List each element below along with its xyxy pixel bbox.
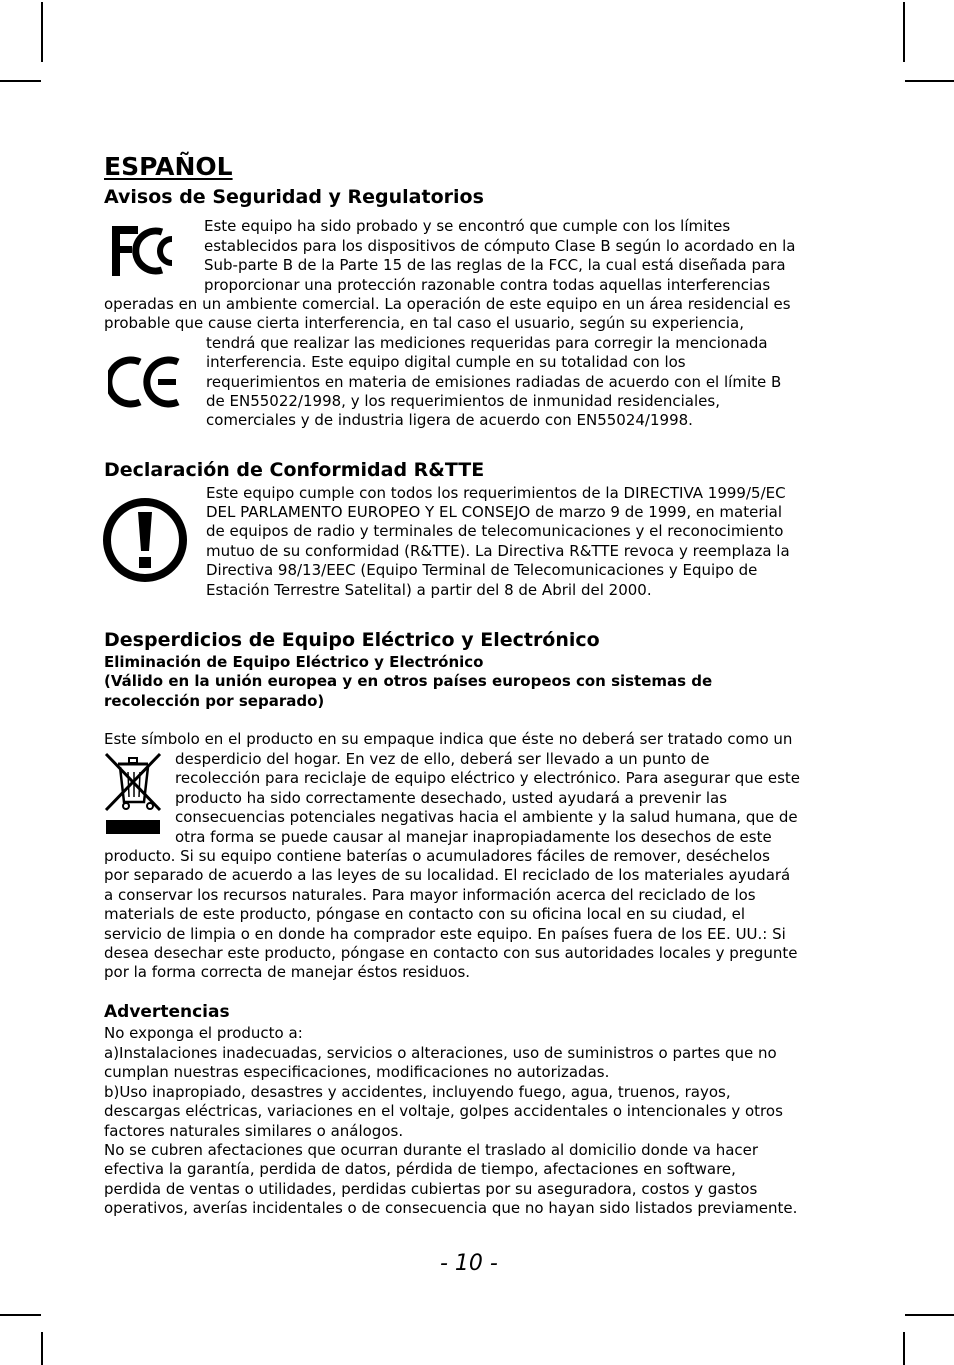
warnings-line: cumplan nuestras especificaciones, modificaciones no autorizadas.: [104, 1063, 610, 1081]
weee-line: materials de este producto, póngase en contacto con su oficina local en su ciudad, el: [104, 905, 746, 923]
warnings-line: No exponga el producto a:: [104, 1024, 303, 1042]
safety-line: establecidos para los dispositivos de cómputo Clase B según lo acordado en la: [204, 237, 796, 255]
safety-line: comerciales y de industria ligera de acuerdo con EN55024/1998.: [206, 411, 693, 429]
section-title-safety: Avisos de Seguridad y Regulatorios: [104, 186, 484, 208]
weee-line: Este símbolo en el producto en su empaque indica que éste no deberá ser tratado como un: [104, 730, 793, 748]
crop-mark: [41, 1332, 43, 1365]
rtte-line: Estación Terrestre Satelital) a partir del 8 de Abril del 2000.: [206, 581, 652, 599]
weee-line: consecuencias potenciales negativas hacia el ambiente y la salud humana, que de: [175, 808, 798, 826]
warnings-line: factores naturales similares o análogos.: [104, 1122, 404, 1140]
safety-line: Este equipo ha sido probado y se encontró que cumple con los límites: [204, 217, 731, 235]
safety-line: proporcionar una protección razonable contra todas aquellas interferencias: [204, 276, 771, 294]
fcc-logo-icon: [110, 224, 188, 278]
safety-line: tendrá que realizar las mediciones requeridas para corregir la mencionada: [206, 334, 768, 352]
weee-line: producto. Si su equipo contiene baterías o acumuladores fáciles de remover, deséchelos: [104, 847, 770, 865]
crossed-bin-icon: [104, 752, 162, 836]
crop-mark: [905, 1314, 954, 1316]
safety-line: probable que cause cierta interferencia, en tal caso el usuario, según su experiencia,: [104, 314, 744, 332]
warnings-line: operativos, averías incidentales o de consecuencia que no hayan sido listados previamente.: [104, 1199, 798, 1217]
rtte-line: Directiva 98/13/EEC (Equipo Terminal de Telecomunicaciones y Equipo de: [206, 561, 758, 579]
safety-line: de EN55022/1998, y los requerimientos de inmunidad residenciales,: [206, 392, 720, 410]
safety-line: operadas en un ambiente comercial. La operación de este equipo en un área residencial es: [104, 295, 791, 313]
ce-mark-icon: [108, 354, 184, 410]
crop-mark: [41, 2, 43, 62]
crop-mark: [0, 80, 41, 82]
weee-line: desea desechar este producto, póngase en contacto con sus autoridades locales y pregunte: [104, 944, 798, 962]
weee-line: producto ha sido correctamente desechado, usted ayudará a prevenir las: [175, 789, 728, 807]
safety-line: Sub-parte B de la Parte 15 de las reglas de la FCC, la cual está diseñada para: [204, 256, 786, 274]
rtte-line: de equipos de radio y terminales de telecomunicaciones y el reconocimiento: [206, 522, 784, 540]
warnings-line: a)Instalaciones inadecuadas, servicios o alteraciones, uso de suministros o partes que no: [104, 1044, 777, 1062]
warnings-line: b)Uso inapropiado, desastres y accidentes, incluyendo fuego, agua, truenos, rayos,: [104, 1083, 731, 1101]
section-title-warnings: Advertencias: [104, 1002, 230, 1022]
rtte-line: Este equipo cumple con todos los requerimientos de la DIRECTIVA 1999/5/EC: [206, 484, 786, 502]
weee-subtitle: (Válido en la unión europea y en otros países europeos con sistemas de: [104, 672, 713, 690]
warnings-line: perdida de ventas o utilidades, perdidas cubiertas por su aseguradora, costos y gastos: [104, 1180, 758, 1198]
rtte-line: DEL PARLAMENTO EUROPEO Y EL CONSEJO de marzo 9 de 1999, en material: [206, 503, 783, 521]
warnings-line: descargas eléctricas, variaciones en el voltaje, golpes accidentales o intencionales y otros: [104, 1102, 783, 1120]
section-title-rtte: Declaración de Conformidad R&TTE: [104, 459, 485, 481]
warnings-line: efectiva la garantía, perdida de datos, pérdida de tiempo, afectaciones en software,: [104, 1160, 736, 1178]
warning-exclamation-icon: [102, 497, 188, 583]
crop-mark: [905, 80, 954, 82]
weee-line: por separado de acuerdo a las leyes de su localidad. El reciclado de los materiales ayudará: [104, 866, 791, 884]
crop-mark: [903, 1332, 905, 1365]
weee-line: por la forma correcta de manejar éstos residuos.: [104, 963, 471, 981]
warnings-line: No se cubren afectaciones que ocurran durante el traslado al domicilio donde va hacer: [104, 1141, 759, 1159]
crop-mark: [903, 2, 905, 62]
rtte-line: mutuo de su conformidad (R&TTE). La Directiva R&TTE revoca y reemplaza la: [206, 542, 790, 560]
weee-line: desperdicio del hogar. En vez de ello, deberá ser llevado a un punto de: [175, 750, 710, 768]
weee-line: recolección para reciclaje de equipo eléctrico y electrónico. Para asegurar que este: [175, 769, 800, 787]
page-heading: ESPAÑOL: [104, 152, 233, 181]
weee-subtitle: Eliminación de Equipo Eléctrico y Electrónico: [104, 653, 484, 671]
weee-line: otra forma se puede causar al manejar inapropiadamente los desechos de este: [175, 828, 772, 846]
page-number: - 10 -: [440, 1251, 498, 1276]
weee-subtitle: recolección por separado): [104, 692, 325, 710]
weee-line: a conservar los recursos naturales. Para mayor información acerca del reciclado de los: [104, 886, 756, 904]
safety-line: interferencia. Este equipo digital cumple en su totalidad con los: [206, 353, 686, 371]
safety-line: requerimientos en materia de emisiones radiadas de acuerdo con el límite B: [206, 373, 782, 391]
section-title-weee: Desperdicios de Equipo Eléctrico y Electrónico: [104, 629, 600, 651]
weee-line: servicio de limpia o en donde ha comprador este equipo. En países fuera de los EE. UU.: Si: [104, 925, 786, 943]
crop-mark: [0, 1314, 41, 1316]
